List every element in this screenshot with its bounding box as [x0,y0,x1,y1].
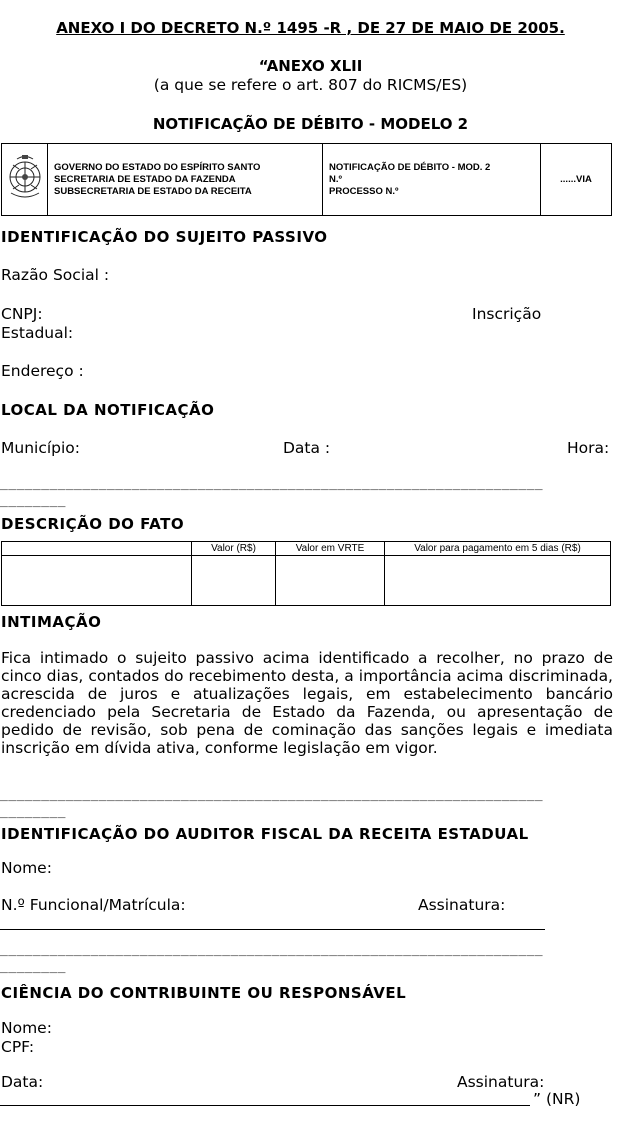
section-auditor-fiscal: IDENTIFICAÇÃO DO AUDITOR FISCAL DA RECEITA ESTADUAL [1,825,529,843]
ciencia-assinatura-label: Assinatura: [457,1073,545,1091]
separator-line: ________ [0,959,66,974]
coat-of-arms-cell [2,144,48,216]
government-cell [48,144,323,216]
decree-title: ANEXO I DO DECRETO N.º 1495 -R , DE 27 DE MAIO DE 2005. [56,19,565,37]
section-local-notificacao: LOCAL DA NOTIFICAÇÃO [1,401,215,419]
separator-line: __________________________________________________________________ [0,942,543,957]
notif-line-2: N.º [329,173,342,185]
hora-label: Hora: [567,439,610,457]
separator-line: __________________________________________________________________ [0,476,543,491]
separator-line: ________ [0,493,66,508]
coat-of-arms-icon [3,153,47,203]
fato-cell [2,556,192,606]
gov-line-1: GOVERNO DO ESTADO DO ESPÍRITO SANTO [54,161,261,173]
fato-cell [385,556,611,606]
section-sujeito-passivo: IDENTIFICAÇÃO DO SUJEITO PASSIVO [1,228,328,246]
annex-subtitle: (a que se refere o art. 807 do RICMS/ES) [153,76,468,94]
auditor-signature-line [0,929,545,930]
auditor-assinatura-label: Assinatura: [418,896,506,914]
fato-col-header [2,542,192,556]
fato-col-header: Valor (R$) [192,542,276,556]
section-descricao-fato: DESCRIÇÃO DO FATO [1,515,185,533]
via-cell [541,144,612,216]
estadual-label: Estadual: [1,324,74,342]
intimacao-paragraph: Fica intimado o sujeito passivo acima identificado a recolher, no prazo de cinco dias, contados do recebimento desta, a importância acima discriminada, acrescida de juros e atualizações legais, em estabelecimento bancário credenciado pela Secretaria de Estado da Fazenda, ou apresentação de pedido de revisão, sob pena de cominação das sanções legais e imediata inscrição em dívida ativa, conforme legislação em vigor. [1,649,613,757]
cnpj-label: CNPJ: [1,305,43,323]
separator-line: ________ [0,804,66,819]
cpf-label: CPF: [1,1038,35,1056]
gov-line-3: SUBSECRETARIA DE ESTADO DA RECEITA [54,185,252,197]
closing-mark: ” (NR) [533,1090,581,1108]
razao-social-label: Razão Social : [1,266,110,284]
notif-line-3: PROCESSO N.º [329,185,399,197]
header-table [1,143,612,216]
form-title: NOTIFICAÇÃO DE DÉBITO - MODELO 2 [152,115,469,133]
auditor-nome-label: Nome: [1,859,52,877]
fato-table [1,541,611,606]
section-intimacao: INTIMAÇÃO [1,613,102,631]
notif-line-1: NOTIFICAÇÃO DE DÉBITO - MOD. 2 [329,161,491,173]
funcional-label: N.º Funcional/Matrícula: [1,896,186,914]
notification-cell [323,144,541,216]
fato-col-header: Valor para pagamento em 5 dias (R$) [385,542,611,556]
inscricao-label: Inscrição [472,305,542,323]
fato-cell [192,556,276,606]
municipio-label: Município: [1,439,81,457]
endereco-label: Endereço : [1,362,84,380]
gov-line-2: SECRETARIA DE ESTADO DA FAZENDA [54,173,236,185]
annex-title: “ANEXO XLII [258,57,363,75]
ciencia-nome-label: Nome: [1,1019,52,1037]
ciencia-signature-line [0,1105,530,1106]
fato-col-header: Valor em VRTE [276,542,385,556]
section-ciencia: CIÊNCIA DO CONTRIBUINTE OU RESPONSÁVEL [1,984,407,1002]
data-label: Data : [283,439,331,457]
via-label: ......VIA [560,173,592,185]
fato-cell [276,556,385,606]
separator-line: __________________________________________________________________ [0,787,543,802]
ciencia-data-label: Data: [1,1073,44,1091]
